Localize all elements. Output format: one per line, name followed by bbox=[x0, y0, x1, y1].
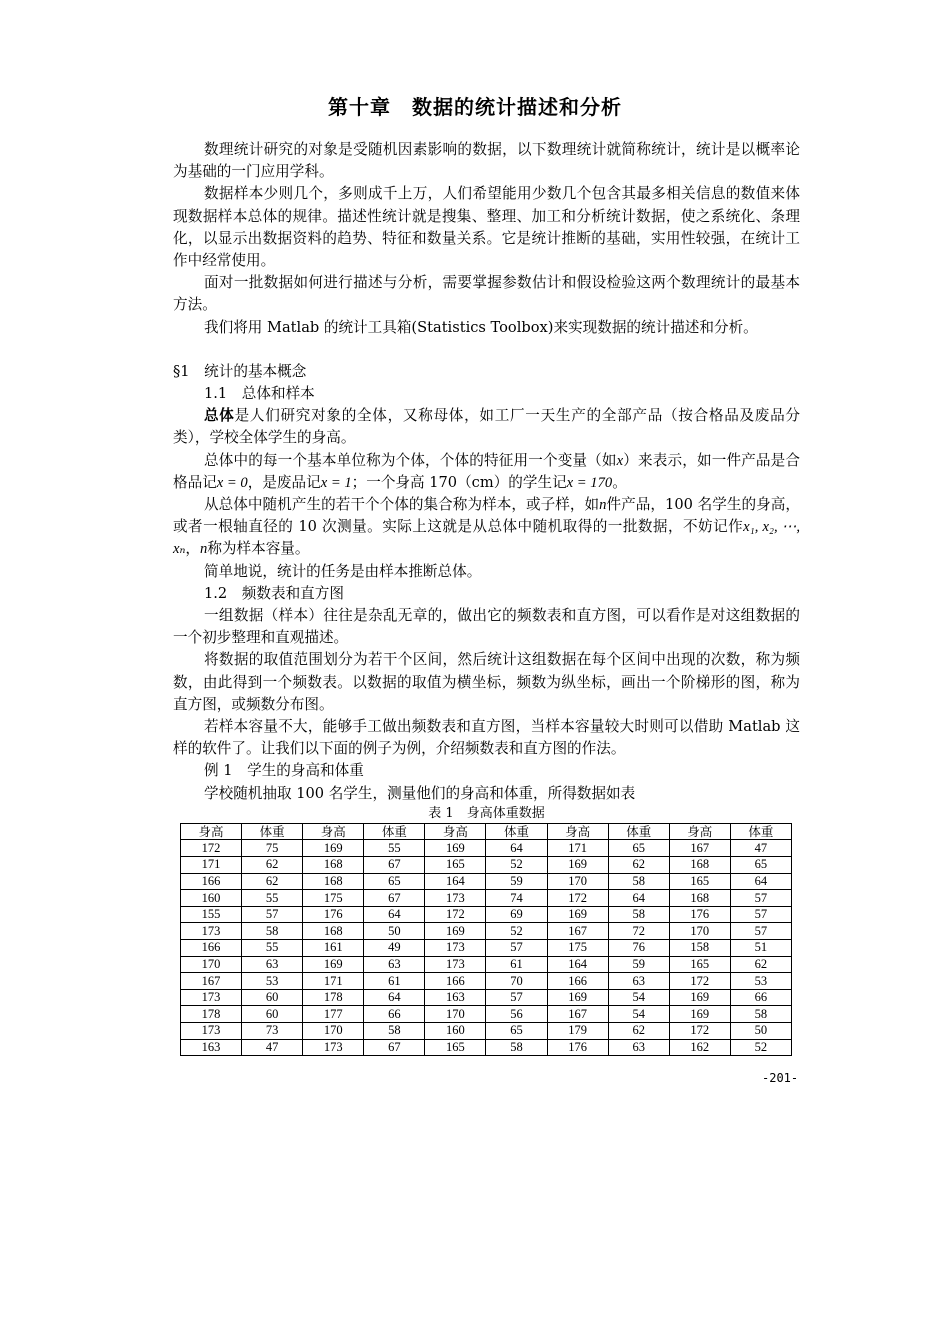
table-cell: 62 bbox=[242, 873, 303, 890]
table-cell: 53 bbox=[242, 973, 303, 990]
math-eq: x = 0 bbox=[216, 474, 248, 491]
table-cell: 167 bbox=[181, 973, 242, 990]
table-cell: 176 bbox=[547, 1039, 608, 1056]
column-header: 身高 bbox=[181, 823, 242, 840]
table-cell: 168 bbox=[303, 873, 364, 890]
frequency-paragraph: 若样本容量不大，能够手工做出频数表和直方图，当样本容量较大时则可以借助 Matlab 这样的软件了。让我们以下面的例子为例，介绍频数表和直方图的作法。 bbox=[173, 718, 800, 758]
frequency-paragraph: 一组数据（样本）往往是杂乱无章的，做出它的频数表和直方图，可以看作是对这组数据的一个初步整理和直观描述。 bbox=[173, 607, 800, 647]
table-cell: 58 bbox=[242, 923, 303, 940]
table-cell: 57 bbox=[730, 906, 791, 923]
table-cell: 167 bbox=[547, 923, 608, 940]
example-heading: 例 1 学生的身高和体重 bbox=[204, 762, 364, 780]
table-cell: 179 bbox=[547, 1023, 608, 1040]
table-cell: 64 bbox=[486, 840, 547, 857]
table-cell: 169 bbox=[547, 989, 608, 1006]
table-row bbox=[181, 906, 792, 923]
height-weight-table bbox=[180, 823, 792, 1056]
table-cell: 53 bbox=[730, 973, 791, 990]
table-cell: 173 bbox=[425, 890, 486, 907]
table-cell: 169 bbox=[425, 923, 486, 940]
table-cell: 60 bbox=[242, 1006, 303, 1023]
table-cell: 76 bbox=[608, 940, 669, 957]
table-cell: 172 bbox=[181, 840, 242, 857]
table-cell: 61 bbox=[486, 956, 547, 973]
table-cell: 47 bbox=[242, 1039, 303, 1056]
frequency-paragraph: 将数据的取值范围划分为若干个区间，然后统计这组数据在每个区间中出现的次数，称为频数，由此得到一个频数表。以数据的取值为横坐标，频数为纵坐标，画出一个阶梯形的图，称为直方图，或频数分布图。 bbox=[173, 651, 800, 713]
table-cell: 57 bbox=[242, 906, 303, 923]
table-cell: 168 bbox=[303, 857, 364, 874]
table-cell: 175 bbox=[303, 890, 364, 907]
table-cell: 62 bbox=[242, 857, 303, 874]
table-cell: 164 bbox=[547, 956, 608, 973]
table-cell: 165 bbox=[425, 857, 486, 874]
table-body bbox=[181, 840, 792, 1056]
subsection-heading: 1.2 频数表和直方图 bbox=[204, 584, 344, 602]
column-header: 体重 bbox=[608, 823, 669, 840]
table-cell: 61 bbox=[364, 973, 425, 990]
table-cell: 75 bbox=[242, 840, 303, 857]
column-header: 身高 bbox=[669, 823, 730, 840]
table-cell: 165 bbox=[669, 873, 730, 890]
table-cell: 59 bbox=[608, 956, 669, 973]
table-cell: 173 bbox=[425, 940, 486, 957]
table-cell: 57 bbox=[486, 989, 547, 1006]
table-cell: 166 bbox=[547, 973, 608, 990]
table-cell: 169 bbox=[669, 1006, 730, 1023]
table-row bbox=[181, 857, 792, 874]
task-paragraph: 简单地说，统计的任务是由样本推断总体。 bbox=[204, 562, 482, 580]
table-cell: 166 bbox=[181, 873, 242, 890]
table-cell: 55 bbox=[364, 840, 425, 857]
math-eq: x = 1 bbox=[320, 474, 352, 491]
table-cell: 165 bbox=[425, 1039, 486, 1056]
table-cell: 58 bbox=[364, 1023, 425, 1040]
table-cell: 70 bbox=[486, 973, 547, 990]
table-cell: 57 bbox=[486, 940, 547, 957]
column-header: 身高 bbox=[547, 823, 608, 840]
table-row bbox=[181, 923, 792, 940]
page-number: -201- bbox=[762, 1071, 799, 1085]
math-n: n bbox=[200, 541, 208, 558]
term-population: 总体 bbox=[204, 407, 235, 425]
table-cell: 60 bbox=[242, 989, 303, 1006]
population-paragraph: 总体是人们研究对象的全体，又称母体，如工厂一天生产的全部产品（按合格品及废品分类），学校全体学生的身高。 bbox=[173, 407, 800, 447]
column-header: 体重 bbox=[364, 823, 425, 840]
table-cell: 169 bbox=[303, 840, 364, 857]
table-cell: 57 bbox=[730, 923, 791, 940]
table-caption: 表 1 身高体重数据 bbox=[428, 805, 545, 821]
table-cell: 155 bbox=[181, 906, 242, 923]
table-cell: 163 bbox=[425, 989, 486, 1006]
table-cell: 169 bbox=[547, 906, 608, 923]
table-cell: 171 bbox=[547, 840, 608, 857]
table-cell: 170 bbox=[303, 1023, 364, 1040]
intro-paragraph: 面对一批数据如何进行描述与分析，需要掌握参数估计和假设检验这两个数理统计的最基本方法。 bbox=[173, 274, 800, 314]
section-heading: §1 统计的基本概念 bbox=[173, 362, 307, 380]
chapter-title: 第十章 数据的统计描述和分析 bbox=[328, 95, 622, 119]
table-cell: 54 bbox=[608, 1006, 669, 1023]
math-n: n bbox=[599, 497, 607, 514]
table-cell: 158 bbox=[669, 940, 730, 957]
table-cell: 73 bbox=[242, 1023, 303, 1040]
table-row bbox=[181, 873, 792, 890]
table-cell: 173 bbox=[181, 989, 242, 1006]
table-row bbox=[181, 973, 792, 990]
table-cell: 64 bbox=[608, 890, 669, 907]
table-cell: 72 bbox=[608, 923, 669, 940]
table-cell: 54 bbox=[608, 989, 669, 1006]
table-cell: 173 bbox=[425, 956, 486, 973]
table-cell: 172 bbox=[547, 890, 608, 907]
table-cell: 168 bbox=[303, 923, 364, 940]
column-header: 体重 bbox=[242, 823, 303, 840]
example-paragraph: 学校随机抽取 100 名学生，测量他们的身高和体重，所得数据如表 bbox=[204, 784, 636, 802]
table-cell: 176 bbox=[303, 906, 364, 923]
table-cell: 69 bbox=[486, 906, 547, 923]
table-cell: 172 bbox=[425, 906, 486, 923]
table-cell: 178 bbox=[303, 989, 364, 1006]
table-cell: 67 bbox=[364, 857, 425, 874]
table-cell: 64 bbox=[364, 906, 425, 923]
table-cell: 55 bbox=[242, 940, 303, 957]
table-cell: 169 bbox=[303, 956, 364, 973]
table-cell: 170 bbox=[547, 873, 608, 890]
table-cell: 166 bbox=[181, 940, 242, 957]
table-row bbox=[181, 956, 792, 973]
table-cell: 162 bbox=[669, 1039, 730, 1056]
body-text bbox=[173, 139, 800, 1056]
table-cell: 64 bbox=[730, 873, 791, 890]
table-cell: 52 bbox=[486, 923, 547, 940]
sample-paragraph: 从总体中随机产生的若干个个体的集合称为样本，或子样，如n件产品，100 名学生的身高，或者一根轴直径的 10 次测量。实际上这就是从总体中随机取得的一批数据，不妨记作x₁, x₂, ⋯, xₙ，n称为样本容量。 bbox=[173, 496, 800, 558]
math-eq: x = 170 bbox=[566, 474, 613, 491]
table-cell: 172 bbox=[669, 973, 730, 990]
table-cell: 51 bbox=[730, 940, 791, 957]
table-cell: 65 bbox=[486, 1023, 547, 1040]
intro-paragraph: 数理统计研究的对象是受随机因素影响的数据，以下数理统计就简称统计，统计是以概率论为基础的一门应用学科。 bbox=[173, 141, 800, 181]
table-cell: 65 bbox=[364, 873, 425, 890]
table-cell: 166 bbox=[425, 973, 486, 990]
table-cell: 168 bbox=[669, 857, 730, 874]
table-cell: 66 bbox=[364, 1006, 425, 1023]
table-cell: 74 bbox=[486, 890, 547, 907]
column-header: 体重 bbox=[486, 823, 547, 840]
table-row bbox=[181, 989, 792, 1006]
table-cell: 55 bbox=[242, 890, 303, 907]
intro-paragraph: 数据样本少则几个，多则成千上万，人们希望能用少数几个包含其最多相关信息的数值来体现数据样本总体的规律。描述性统计就是搜集、整理、加工和分析统计数据，使之系统化、条理化，以显示出数据资料的趋势、特征和数量关系。它是统计推断的基础，实用性较强，在统计工作中经常使用。 bbox=[173, 185, 800, 270]
table-cell: 170 bbox=[425, 1006, 486, 1023]
table-cell: 171 bbox=[303, 973, 364, 990]
table-cell: 63 bbox=[364, 956, 425, 973]
table-row bbox=[181, 1039, 792, 1056]
table-cell: 58 bbox=[730, 1006, 791, 1023]
table-cell: 169 bbox=[547, 857, 608, 874]
table-cell: 65 bbox=[730, 857, 791, 874]
table-cell: 177 bbox=[303, 1006, 364, 1023]
table-row bbox=[181, 1023, 792, 1040]
table-cell: 173 bbox=[303, 1039, 364, 1056]
table-cell: 52 bbox=[486, 857, 547, 874]
table-cell: 160 bbox=[425, 1023, 486, 1040]
table-cell: 173 bbox=[181, 1023, 242, 1040]
table-header-row bbox=[181, 823, 792, 840]
table-cell: 160 bbox=[181, 890, 242, 907]
table-cell: 167 bbox=[547, 1006, 608, 1023]
table-cell: 58 bbox=[608, 906, 669, 923]
table-cell: 67 bbox=[364, 890, 425, 907]
table-cell: 57 bbox=[730, 890, 791, 907]
individual-paragraph: 总体中的每一个基本单位称为个体，个体的特征用一个变量（如x）来表示，如一件产品是合格品记x = 0，是废品记x = 1；一个身高 170（cm）的学生记x = 170。 bbox=[173, 451, 800, 491]
math-sequence: x₁, x₂, ⋯, xₙ bbox=[173, 519, 800, 558]
table-cell: 65 bbox=[608, 840, 669, 857]
table-cell: 56 bbox=[486, 1006, 547, 1023]
table-cell: 170 bbox=[181, 956, 242, 973]
table-row bbox=[181, 840, 792, 857]
table-cell: 50 bbox=[730, 1023, 791, 1040]
table-cell: 167 bbox=[669, 840, 730, 857]
subsection-heading: 1.1 总体和样本 bbox=[204, 385, 315, 403]
table-cell: 161 bbox=[303, 940, 364, 957]
table-cell: 62 bbox=[608, 1023, 669, 1040]
table-cell: 59 bbox=[486, 873, 547, 890]
table-cell: 63 bbox=[608, 973, 669, 990]
table-cell: 67 bbox=[364, 1039, 425, 1056]
intro-paragraph: 我们将用 Matlab 的统计工具箱(Statistics Toolbox)来实现数据的统计描述和分析。 bbox=[204, 318, 758, 336]
column-header: 身高 bbox=[425, 823, 486, 840]
table-cell: 58 bbox=[486, 1039, 547, 1056]
table-cell: 171 bbox=[181, 857, 242, 874]
column-header: 身高 bbox=[303, 823, 364, 840]
table-row bbox=[181, 1006, 792, 1023]
table-cell: 49 bbox=[364, 940, 425, 957]
table-cell: 63 bbox=[608, 1039, 669, 1056]
table-cell: 165 bbox=[669, 956, 730, 973]
table-cell: 63 bbox=[242, 956, 303, 973]
table-cell: 178 bbox=[181, 1006, 242, 1023]
table-cell: 164 bbox=[425, 873, 486, 890]
math-x: x bbox=[616, 452, 624, 469]
table-cell: 168 bbox=[669, 890, 730, 907]
table-cell: 47 bbox=[730, 840, 791, 857]
table-row bbox=[181, 890, 792, 907]
table-cell: 66 bbox=[730, 989, 791, 1006]
table-cell: 62 bbox=[730, 956, 791, 973]
table-cell: 175 bbox=[547, 940, 608, 957]
table-row bbox=[181, 940, 792, 957]
table-cell: 173 bbox=[181, 923, 242, 940]
table-cell: 58 bbox=[608, 873, 669, 890]
table-cell: 64 bbox=[364, 989, 425, 1006]
table-cell: 50 bbox=[364, 923, 425, 940]
table-cell: 170 bbox=[669, 923, 730, 940]
table-cell: 172 bbox=[669, 1023, 730, 1040]
column-header: 体重 bbox=[730, 823, 791, 840]
table-cell: 163 bbox=[181, 1039, 242, 1056]
table-cell: 176 bbox=[669, 906, 730, 923]
table-cell: 169 bbox=[425, 840, 486, 857]
table-cell: 62 bbox=[608, 857, 669, 874]
table-cell: 169 bbox=[669, 989, 730, 1006]
table-cell: 52 bbox=[730, 1039, 791, 1056]
